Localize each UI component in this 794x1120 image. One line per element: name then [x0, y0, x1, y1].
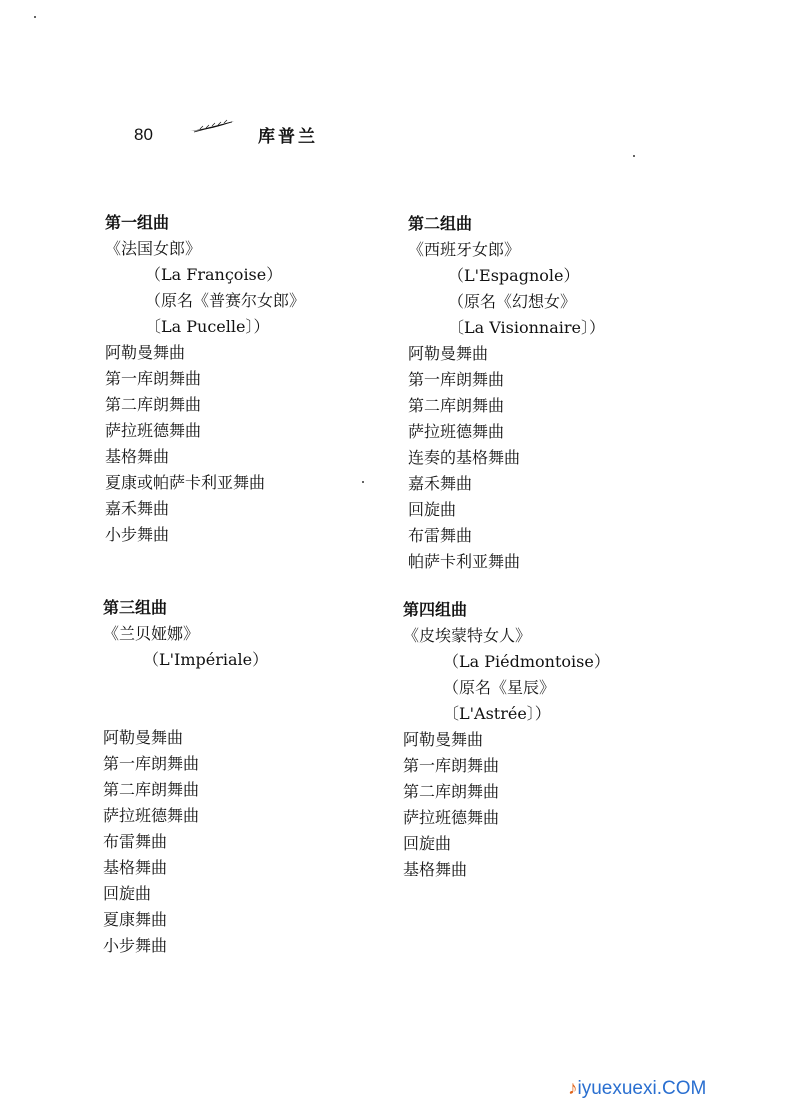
movement-item: 萨拉班德舞曲: [403, 808, 500, 827]
suite-heading: 第一组曲: [105, 213, 170, 232]
movement-subtitle: 〔La Pucelle〕）: [145, 317, 270, 336]
blank-line: [103, 699, 423, 725]
running-title: 库普兰: [258, 127, 318, 147]
movement-item: 基格舞曲: [105, 447, 170, 466]
suite-heading: 第三组曲: [103, 598, 168, 617]
movement-item: 萨拉班德舞曲: [105, 421, 202, 440]
movement-item: 阿勒曼舞曲: [103, 728, 184, 747]
scan-speck: [34, 16, 36, 18]
scan-speck: [633, 155, 635, 157]
movement-subtitle: （La Françoise）: [145, 265, 283, 284]
movement-item: 夏康舞曲: [103, 910, 168, 929]
movement-item: 第一库朗舞曲: [408, 370, 505, 389]
movement-item: 布雷舞曲: [103, 832, 168, 851]
movement-item: 帕萨卡利亚舞曲: [408, 552, 521, 571]
movement-item: 布雷舞曲: [408, 526, 473, 545]
movement-item: 嘉禾舞曲: [408, 474, 473, 493]
movement-item: 萨拉班德舞曲: [103, 806, 200, 825]
suite-block: [403, 597, 723, 883]
movement-item: 萨拉班德舞曲: [408, 422, 505, 441]
movement-subtitle: （原名《星辰》: [443, 678, 556, 697]
movement-item: 基格舞曲: [403, 860, 468, 879]
movement-item: 第一库朗舞曲: [403, 756, 500, 775]
suite-title: 《法国女郎》: [105, 239, 202, 258]
movement-item: 第一库朗舞曲: [105, 369, 202, 388]
music-note-logo-icon: ♪: [568, 1078, 578, 1099]
site-watermark: [568, 1078, 706, 1100]
suite-title: 《皮埃蒙特女人》: [403, 626, 532, 645]
suite-title: 《兰贝娅娜》: [103, 624, 200, 643]
movement-subtitle: （L'Impériale）: [143, 650, 269, 669]
movement-item: 回旋曲: [103, 884, 152, 903]
movement-item: 阿勒曼舞曲: [105, 343, 186, 362]
movement-subtitle: （原名《幻想女》: [448, 292, 577, 311]
movement-item: 夏康或帕萨卡利亚舞曲: [105, 473, 266, 492]
blank-line: [103, 673, 423, 699]
movement-item: 第一库朗舞曲: [103, 754, 200, 773]
movement-item: 阿勒曼舞曲: [403, 730, 484, 749]
suite-heading: 第四组曲: [403, 600, 468, 619]
suite-block: [105, 210, 425, 548]
movement-item: 第二库朗舞曲: [103, 780, 200, 799]
page-number: 80: [134, 125, 153, 144]
suite-block: [103, 595, 423, 959]
movement-subtitle: （La Piédmontoise）: [443, 652, 610, 671]
movement-item: 嘉禾舞曲: [105, 499, 170, 518]
movement-item: 阿勒曼舞曲: [408, 344, 489, 363]
movement-item: 第二库朗舞曲: [408, 396, 505, 415]
quill-ornament-icon: [188, 118, 236, 134]
movement-item: 回旋曲: [403, 834, 452, 853]
watermark-text: iyuexuexi.COM: [577, 1078, 707, 1099]
movement-subtitle: 〔La Visionnaire〕）: [448, 318, 605, 337]
movement-item: 小步舞曲: [105, 525, 170, 544]
movement-item: 基格舞曲: [103, 858, 168, 877]
movement-subtitle: （L'Espagnole）: [448, 266, 580, 285]
movement-subtitle: （原名《普赛尔女郎》: [145, 291, 306, 310]
movement-item: 第二库朗舞曲: [403, 782, 500, 801]
movement-item: 小步舞曲: [103, 936, 168, 955]
suite-title: 《西班牙女郎》: [408, 240, 521, 259]
movement-item: 连奏的基格舞曲: [408, 448, 521, 467]
movement-item: 回旋曲: [408, 500, 457, 519]
suite-block: [408, 211, 728, 575]
movement-subtitle: 〔L'Astrée〕）: [443, 704, 551, 723]
movement-item: 第二库朗舞曲: [105, 395, 202, 414]
suite-heading: 第二组曲: [408, 214, 473, 233]
